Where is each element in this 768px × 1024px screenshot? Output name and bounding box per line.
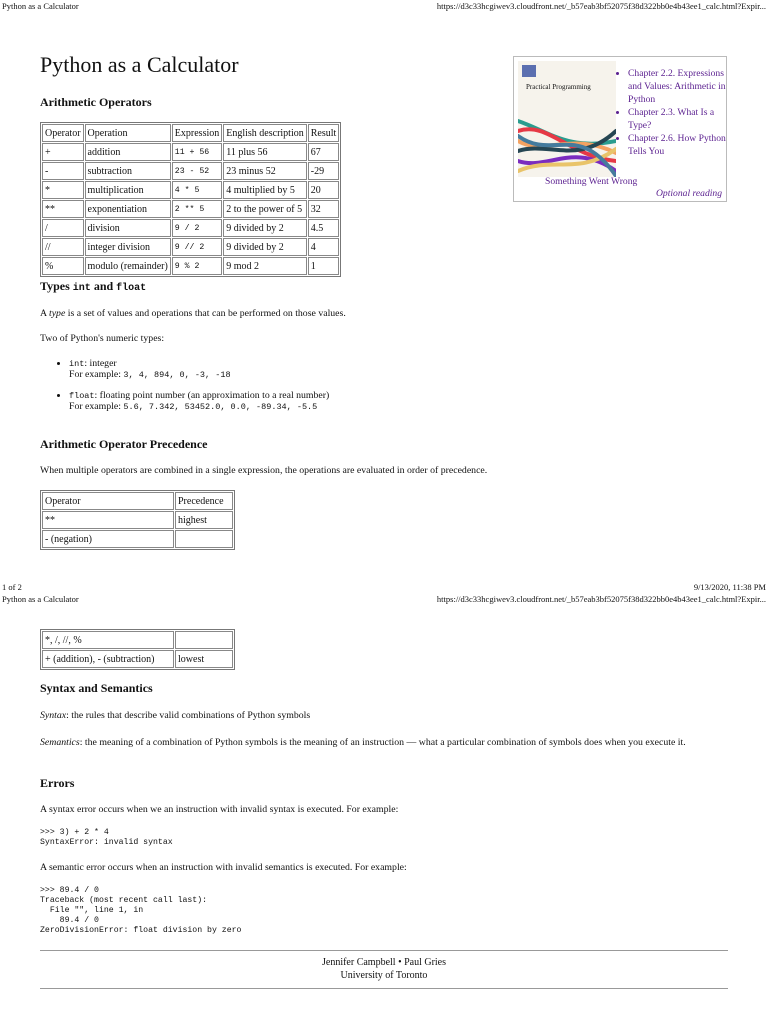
float-code: float	[69, 391, 95, 401]
table-cell: multiplication	[85, 181, 171, 199]
table-cell: 23 minus 52	[223, 162, 307, 180]
int-example	[69, 369, 329, 380]
semantic-error-text: A semantic error occurs when an instruction with invalid semantics is executed. For example:	[40, 862, 407, 873]
university: University of Toronto	[340, 970, 428, 981]
table-cell: exponentiation	[85, 200, 171, 218]
credits	[40, 956, 728, 982]
table-cell: division	[85, 219, 171, 237]
table-cell: 11 plus 56	[223, 143, 307, 161]
col-header: Operator	[42, 124, 84, 142]
syntax-definition	[40, 710, 310, 721]
syntax-error-text: A syntax error occurs when we an instruction with invalid syntax is executed. For example:	[40, 804, 399, 815]
table-cell: highest	[175, 511, 233, 529]
footer-divider-top	[40, 950, 728, 951]
table-cell: 1	[308, 257, 340, 275]
numeric-types-list	[55, 358, 329, 422]
reading-link-2-6[interactable]: • Chapter 2.6. How Python Tells You	[628, 132, 728, 158]
table-cell: //	[42, 238, 84, 256]
text-span: is a set of values and operations that can be performed on those values.	[65, 308, 346, 319]
arith-header-row	[42, 124, 339, 142]
footer-divider-bottom	[40, 988, 728, 989]
table-row	[42, 530, 233, 548]
text-span: A	[40, 308, 49, 319]
table-row	[42, 650, 233, 668]
page-header-url[interactable]: https://d3c33hcgiwev3.cloudfront.net/_b57eab3bf52075f38d322bb0e4b43ee1_calc.html?Expir...	[436, 594, 766, 604]
types-heading	[40, 279, 146, 294]
col-header: Operator	[42, 492, 174, 510]
print-timestamp: 9/13/2020, 11:38 PM	[693, 582, 766, 592]
table-cell: 9 mod 2	[223, 257, 307, 275]
table-cell: integer division	[85, 238, 171, 256]
precedence-text: When multiple operators are combined in a single expression, the operations are evaluated in order of precedence.	[40, 465, 488, 476]
table-cell: 9 divided by 2	[223, 238, 307, 256]
syntax-term: Syntax	[40, 710, 67, 721]
table-row	[42, 511, 233, 529]
types-heading-int: int	[72, 283, 91, 294]
semantic-error-code: >>> 89.4 / 0 Traceback (most recent call last): File "", line 1, in 89.4 / 0 ZeroDivisionError: float division by zero	[40, 886, 242, 935]
page-header-url[interactable]: https://d3c33hcgiwev3.cloudfront.net/_b57eab3bf52075f38d322bb0e4b43ee1_calc.html?Expir...	[436, 1, 766, 11]
table-cell: -	[42, 162, 84, 180]
table-row	[42, 257, 339, 275]
text-span: : the meaning of a combination of Python symbols is the meaning of an instruction — what a particular combination of symbols does when you execute it.	[79, 737, 686, 748]
authors: Jennifer Campbell • Paul Gries	[321, 957, 447, 968]
types-heading-and: and	[90, 279, 117, 293]
example-label: For example:	[69, 401, 124, 412]
table-cell: 67	[308, 143, 340, 161]
col-header: Operation	[85, 124, 171, 142]
precedence-heading: Arithmetic Operator Precedence	[40, 437, 208, 451]
table-cell: +	[42, 143, 84, 161]
syntax-error-code: >>> 3) + 2 * 4 SyntaxError: invalid syntax	[40, 828, 173, 847]
table-cell: **	[42, 200, 84, 218]
reading-link-2-2[interactable]: • Chapter 2.2. Expressions and Values: Arithmetic in Python	[628, 67, 728, 106]
table-cell: 23 - 52	[172, 162, 222, 180]
table-cell: 32	[308, 200, 340, 218]
page-header-title: Python as a Calculator	[2, 594, 79, 604]
syntax-heading: Syntax and Semantics	[40, 681, 153, 695]
optional-reading-label: Optional reading	[656, 188, 722, 199]
type-term: type	[48, 308, 66, 319]
table-cell: 4	[308, 238, 340, 256]
float-desc: : floating point number (an approximation to a real number)	[94, 390, 330, 401]
table-row	[42, 631, 233, 649]
col-header: Result	[308, 124, 340, 142]
table-cell: **	[42, 511, 174, 529]
reading-link-2-3[interactable]: • Chapter 2.3. What Is a Type?	[628, 106, 728, 132]
table-row	[42, 238, 339, 256]
table-cell: -29	[308, 162, 340, 180]
numeric-types-intro: Two of Python's numeric types:	[40, 333, 165, 344]
table-row	[42, 181, 339, 199]
table-cell: 4 * 5	[172, 181, 222, 199]
type-definition	[40, 308, 346, 319]
float-example	[69, 401, 329, 412]
table-cell: *, /, //, %	[42, 631, 174, 649]
table-cell	[175, 530, 233, 548]
table-cell: *	[42, 181, 84, 199]
int-desc: : integer	[84, 358, 117, 369]
table-cell: /	[42, 219, 84, 237]
types-heading-text: Types	[40, 279, 73, 293]
book-cover-title: Practical Programming	[526, 83, 591, 91]
arith-table	[40, 122, 341, 277]
text-span: : the rules that describe valid combinations of Python symbols	[66, 710, 311, 721]
table-cell: 11 + 56	[172, 143, 222, 161]
table-cell: 2 to the power of 5	[223, 200, 307, 218]
table-cell: 4.5	[308, 219, 340, 237]
int-code: int	[69, 359, 85, 369]
page-header	[0, 1, 768, 13]
page-title: Python as a Calculator	[40, 52, 239, 77]
int-example-values: 3, 4, 894, 0, -3, -18	[123, 370, 231, 380]
table-row	[42, 219, 339, 237]
errors-heading: Errors	[40, 776, 75, 790]
table-cell: addition	[85, 143, 171, 161]
table-cell: 9 // 2	[172, 238, 222, 256]
table-cell: - (negation)	[42, 530, 174, 548]
braided-ropes-illustration	[518, 61, 616, 177]
arith-heading: Arithmetic Operators	[40, 95, 152, 109]
table-cell: modulo (remainder)	[85, 257, 171, 275]
table-row	[42, 200, 339, 218]
precedence-header-row	[42, 492, 233, 510]
types-heading-float: float	[116, 283, 147, 294]
table-cell: 4 multiplied by 5	[223, 181, 307, 199]
example-label: For example:	[69, 369, 124, 380]
table-cell: lowest	[175, 650, 233, 668]
semantics-definition	[40, 736, 720, 749]
table-cell: 9 % 2	[172, 257, 222, 275]
float-example-values: 5.6, 7.342, 53452.0, 0.0, -89.34, -5.5	[123, 402, 318, 412]
table-cell	[175, 631, 233, 649]
page-number: 1 of 2	[2, 582, 22, 592]
table-cell: + (addition), - (subtraction)	[42, 650, 174, 668]
table-row	[42, 143, 339, 161]
reading-list	[618, 67, 728, 158]
page-header-2	[0, 594, 768, 606]
col-header: Precedence	[175, 492, 233, 510]
table-row	[42, 162, 339, 180]
semantics-term: Semantics	[40, 737, 80, 748]
optional-reading-box	[513, 56, 727, 202]
table-cell: 9 / 2	[172, 219, 222, 237]
table-cell: 9 divided by 2	[223, 219, 307, 237]
page-footer	[0, 582, 768, 594]
page-header-title: Python as a Calculator	[2, 1, 79, 11]
table-cell: subtraction	[85, 162, 171, 180]
precedence-table-part1	[40, 490, 235, 550]
book-cover-image	[518, 61, 616, 177]
list-item-int	[69, 358, 329, 380]
table-cell: 20	[308, 181, 340, 199]
precedence-table-part2	[40, 629, 235, 670]
table-cell: %	[42, 257, 84, 275]
list-item-float	[69, 390, 329, 412]
reading-link-2-6-continued[interactable]: Something Went Wrong	[545, 176, 638, 187]
table-cell: 2 ** 5	[172, 200, 222, 218]
col-header: English description	[223, 124, 307, 142]
col-header: Expression	[172, 124, 222, 142]
